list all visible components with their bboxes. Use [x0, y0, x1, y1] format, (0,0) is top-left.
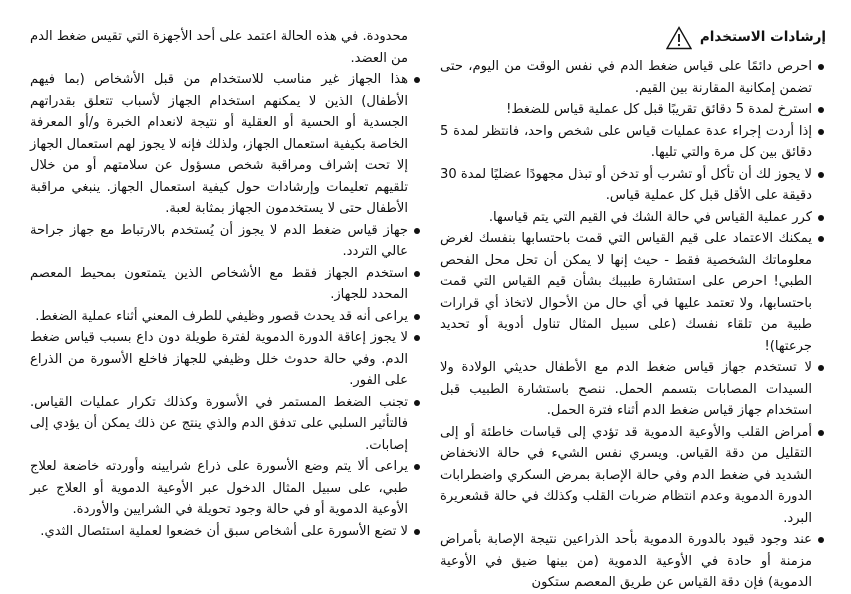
list-item: كرر عملية القياس في حالة الشك في القيم التي يتم قياسها.	[440, 207, 826, 229]
list-item: لا تضع الأسورة على أشخاص سبق أن خضعوا لعملية استئصال الثدي.	[30, 521, 422, 543]
instructions-list-continued	[30, 26, 422, 542]
list-item: احرص دائمًا على قياس ضغط الدم في نفس الوقت من اليوم، حتى تضمن إمكانية المقارنة بين القيم.	[440, 56, 826, 99]
section-heading	[440, 26, 826, 50]
warning-triangle-icon	[666, 26, 692, 50]
list-item: هذا الجهاز غير مناسب للاستخدام من قبل الأشخاص (بما فيهم الأطفال) الذين لا يمكنهم استخدام الجهاز لأسباب تتعلق بقدراتهم الجسدية أو الحسية أو العقلية أو نتيجة لانعدام الخبرة و/أو المعرفة الخاصة بكيفية استعمال الجهاز، ولذلك فإنه لا يجوز لهم استعمال الجهاز إلا تحت إشراف ومراقبة شخص مسؤول عن سلامتهم أو من خلال تلقيهم تعليمات وإرشادات حول كيفية استعمال الجهاز. ينبغي مراقبة الأطفال حتى لا يستخدمون الجهاز بمثابة لعبة.	[30, 69, 422, 220]
list-item: يراعى أنه قد يحدث قصور وظيفي للطرف المعني أثناء عملية الضغط.	[30, 306, 422, 328]
list-item: استخدم الجهاز فقط مع الأشخاص الذين يتمتعون بمحيط المعصم المحدد للجهاز.	[30, 263, 422, 306]
list-item: يراعى ألا يتم وضع الأسورة على ذراع شرايينه وأوردته خاضعة لعلاج طبي، على سبيل المثال الدخول عبر الأوعية الدموية أو العلاج عبر الأوعية الدموية أو في حالة وجود تحويلة في الشرايين والأوردة.	[30, 456, 422, 521]
list-item: إذا أردت إجراء عدة عمليات قياس على شخص واحد، فانتظر لمدة 5 دقائق بين كل مرة والتي تليها.	[440, 121, 826, 164]
list-item: يمكنك الاعتماد على قيم القياس التي قمت باحتسابها بنفسك لغرض معلوماتك الشخصية فقط - حيث إنها لا يمكن أن تحل محل الفحص الطبي! احرص على استشارة طبيبك بشأن قيم القياس التي قمت باحتسابها، ولا تعتمد عليها في أي حال من الأحوال لاتخاذ أي قرارات طبية من تلقاء نفسك (على سبيل المثال تناول أدوية أو تحديد جرعتها)!	[440, 228, 826, 357]
list-item: لا يجوز لك أن تأكل أو تشرب أو تدخن أو تبذل مجهودًا عضليًا لمدة 30 دقيقة على الأقل قبل كل عملية قياس.	[440, 164, 826, 207]
list-item: لا تستخدم جهاز قياس ضغط الدم مع الأطفال حديثي الولادة ولا السيدات المصابات بتسمم الحمل. ننصح باستشارة الطبيب قبل استخدام جهاز قياس ضغط الدم أثناء فترة الحمل.	[440, 357, 826, 422]
list-item-continuation: محدودة. في هذه الحالة اعتمد على أحد الأجهزة التي تقيس ضغط الدم من العضد.	[30, 29, 408, 66]
list-item: تجنب الضغط المستمر في الأسورة وكذلك تكرار عمليات القياس. فالتأثير السلبي على تدفق الدم والذي ينتج عن ذلك يمكن أن يؤدي إلى إصابات.	[30, 392, 422, 457]
instructions-list	[440, 56, 826, 594]
list-item: جهاز قياس ضغط الدم لا يجوز أن يُستخدم بالارتباط مع جهاز جراحة عالي التردد.	[30, 220, 422, 263]
list-item: عند وجود قيود بالدورة الدموية بأحد الذراعين نتيجة الإصابة بأمراض مزمنة أو حادة في الأوعية الدموية (من بينها ضيق في الأوعية الدموية) فإن دقة القياس عن طريق المعصم ستكون	[440, 529, 826, 594]
list-item: أمراض القلب والأوعية الدموية قد تؤدي إلى قياسات خاطئة أو إلى التقليل من دقة القياس. ويسري نفس الشيء في حالة الانخفاض الشديد في ضغط الدم وفي حالة الإصابة بمرض السكري واضطرابات الدورة الدموية وعدم انتظام ضربات القلب وكذلك في حالة قشعريرة البرد.	[440, 422, 826, 530]
right-column	[440, 26, 826, 594]
left-column	[30, 26, 422, 542]
list-item: لا يجوز إعاقة الدورة الدموية لفترة طويلة دون داع بسبب قياس ضغط الدم. وفي حالة حدوث خلل وظيفي للجهاز فاخلع الأسورة من الذراع على الفور.	[30, 327, 422, 392]
list-item: استرخ لمدة 5 دقائق تقريبًا قبل كل عملية قياس للضغط!	[440, 99, 826, 121]
heading-text: إرشادات الاستخدام	[699, 29, 826, 46]
